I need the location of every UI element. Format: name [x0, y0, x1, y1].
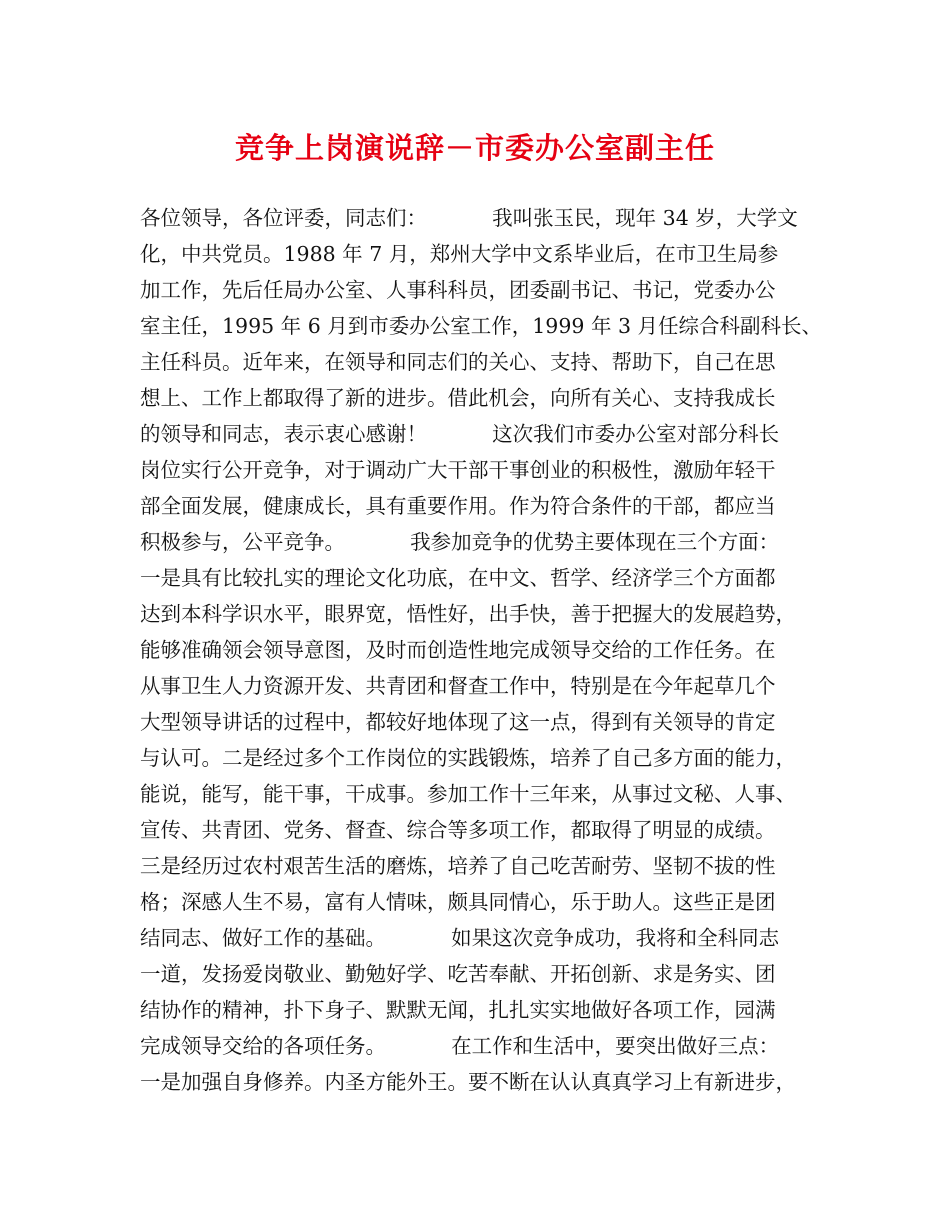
body-line: 能够准确领会领导意图，及时而创造性地完成领导交给的工作任务。在: [140, 638, 776, 662]
document-body: [140, 200, 830, 1100]
body-line: 一是加强自身修养。内圣方能外王。要不断在认认真真学习上有新进步，: [140, 1070, 796, 1094]
body-line: 加工作，先后任局办公室、人事科科员，团委副书记、书记，党委办公: [140, 278, 776, 302]
body-line: 三是经历过农村艰苦生活的磨炼，培养了自己吃苦耐劳、坚韧不拔的性: [140, 854, 776, 878]
body-line: 各位领导，各位评委，同志们： 我叫张玉民，现年 34 岁，大学文: [140, 206, 798, 230]
body-line: 化，中共党员。1988 年 7 月，郑州大学中文系毕业后，在市卫生局参: [140, 242, 779, 266]
body-line: 室主任，1995 年 6 月到市委办公室工作，1999 年 3 月任综合科副科长、: [140, 314, 823, 338]
body-line: 格；深感人生不易，富有人情味，颇具同情心，乐于助人。这些正是团: [140, 890, 776, 914]
body-line: 大型领导讲话的过程中，都较好地体现了这一点，得到有关领导的肯定: [140, 710, 776, 734]
body-line: 完成领导交给的各项任务。 在工作和生活中，要突出做好三点：: [140, 1034, 780, 1058]
body-line: 从事卫生人力资源开发、共青团和督查工作中，特别是在今年起草几个: [140, 674, 776, 698]
body-line: 岗位实行公开竞争，对于调动广大干部干事创业的积极性，激励年轻干: [140, 458, 776, 482]
body-line: 结同志、做好工作的基础。 如果这次竞争成功，我将和全科同志: [140, 926, 780, 950]
body-line: 积极参与，公平竞争。 我参加竞争的优势主要体现在三个方面：: [140, 530, 780, 554]
body-line: 想上、工作上都取得了新的进步。借此机会，向所有关心、支持我成长: [140, 386, 776, 410]
document-title: 竞争上岗演说辞－市委办公室副主任: [234, 131, 715, 165]
body-line: 一是具有比较扎实的理论文化功底，在中文、哲学、经济学三个方面都: [140, 566, 776, 590]
body-line: 能说，能写，能干事，干成事。参加工作十三年来，从事过文秘、人事、: [140, 782, 796, 806]
body-line: 主任科员。近年来，在领导和同志们的关心、支持、帮助下，自己在思: [140, 350, 776, 374]
body-line: 宣传、共青团、党务、督查、综合等多项工作，都取得了明显的成绩。: [140, 818, 776, 842]
body-line: 结协作的精神，扑下身子、默默无闻，扎扎实实地做好各项工作，园满: [140, 998, 776, 1022]
body-line: 与认可。二是经过多个工作岗位的实践锻炼，培养了自己多方面的能力，: [140, 746, 796, 770]
body-line: 的领导和同志，表示衷心感谢！ 这次我们市委办公室对部分科长: [140, 422, 780, 446]
body-line: 部全面发展，健康成长，具有重要作用。作为符合条件的干部，都应当: [140, 494, 776, 518]
body-line: 达到本科学识水平，眼界宽，悟性好，出手快，善于把握大的发展趋势，: [140, 602, 796, 626]
body-line: 一道，发扬爱岗敬业、勤勉好学、吃苦奉献、开拓创新、求是务实、团: [140, 962, 776, 986]
